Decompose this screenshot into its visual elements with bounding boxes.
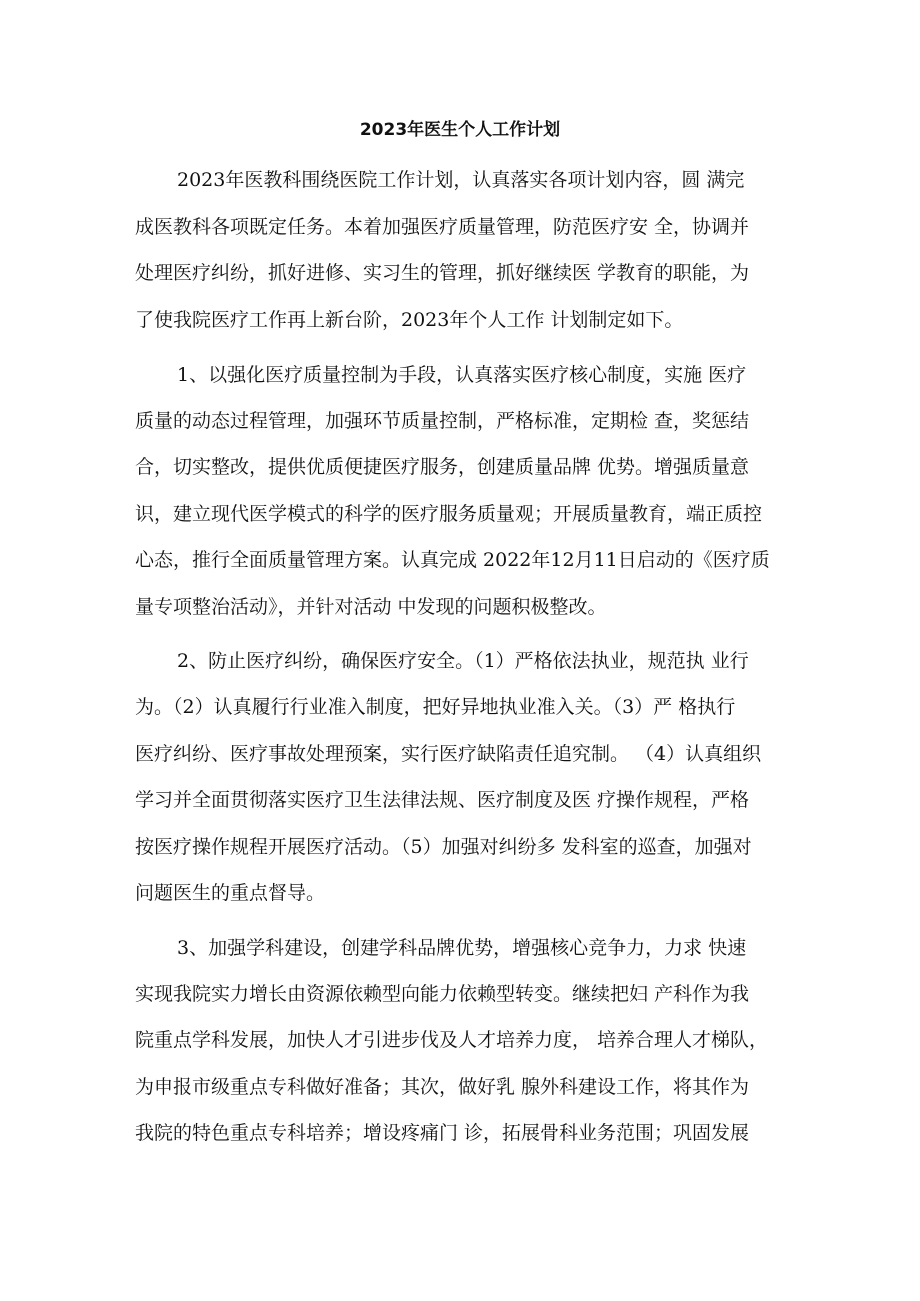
text-line: 2、防止医疗纠纷，确保医疗安全。（1）严格依法执业，规范执 业行 bbox=[177, 650, 749, 672]
text-line: 问题医生的重点督导。 bbox=[135, 882, 326, 904]
text-line: 质量的动态过程管理，加强环节质量控制，严格标准，定期检 查，奖惩结 bbox=[135, 410, 750, 432]
text-line: 处理医疗纠纷，抓好进修、实习生的管理，抓好继续医 学教育的职能，为 bbox=[135, 262, 750, 284]
text-line: 成医教科各项既定任务。本着加强医疗质量管理，防范医疗安 全，协调并 bbox=[135, 216, 750, 238]
text-line: 了使我院医疗工作再上新台阶，2023年个人工作 计划制定如下。 bbox=[135, 309, 684, 331]
text-line: 1、以强化医疗质量控制为手段，认真落实医疗核心制度，实施 医疗 bbox=[177, 364, 747, 386]
text-line: 为申报市级重点专科做好准备；其次，做好乳 腺外科建设工作，将其作为 bbox=[135, 1076, 750, 1098]
text-line: 为。（2）认真履行行业准入制度，把好异地执业准入关。（3）严 格执行 bbox=[135, 696, 736, 718]
text-line: 心态，推行全面质量管理方案。认真完成 2022年12月11日启动的《医疗质 bbox=[135, 549, 770, 571]
text-line: 识，建立现代医学模式的科学的医疗服务质量观；开展质量教育，端正质控 bbox=[135, 503, 763, 525]
text-line: 院重点学科发展，加快人才引进步伐及人才培养力度， 培养合理人才梯队， bbox=[135, 1029, 769, 1051]
text-line: 量专项整治活动》，并针对活动 中发现的问题积极整改。 bbox=[135, 596, 607, 618]
text-line: 合，切实整改，提供优质便捷医疗服务，创建质量品牌 优势。增强质量意 bbox=[135, 456, 750, 478]
text-line: 实现我院实力增长由资源依赖型向能力依赖型转变。继续把妇 产科作为我 bbox=[135, 983, 750, 1005]
page-title: 2023年医生个人工作计划 bbox=[359, 120, 561, 140]
text-line: 我院的特色重点专科培养；增设疼痛门 诊，拓展骨科业务范围；巩固发展 bbox=[135, 1122, 750, 1144]
text-line: 按医疗操作规程开展医疗活动。（5）加强对纠纷多 发科室的巡查，加强对 bbox=[135, 836, 752, 858]
text-line: 2023年医教科围绕医院工作计划，认真落实各项计划内容，圆 满完 bbox=[177, 169, 745, 191]
text-line: 学习并全面贯彻落实医疗卫生法律法规、医疗制度及医 疗操作规程，严格 bbox=[135, 789, 750, 811]
text-line: 医疗纠纷、医疗事故处理预案，实行医疗缺陷责任追究制。 （4）认真组织 bbox=[135, 743, 762, 765]
text-line: 3、加强学科建设，创建学科品牌优势，增强核心竞争力，力求 快速 bbox=[177, 937, 747, 959]
